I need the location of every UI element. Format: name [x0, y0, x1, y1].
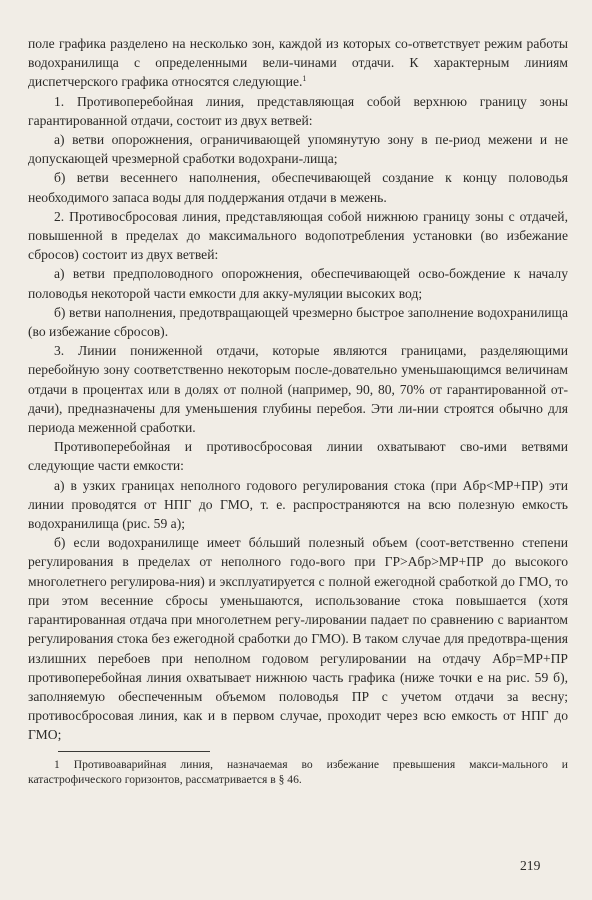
paragraph-item-1b: б) ветви весеннего наполнения, обеспечивающей создание к концу половодья необходимого запаса воды для поддержания отдачи в межень.: [28, 170, 568, 205]
paragraph-item-2b: б) ветви наполнения, предотвращающей чрезмерно быстрое заполнение водохранилища (во избежание сбросов).: [28, 304, 568, 340]
paragraph-case-b: б) если водохранилище имеет бóльший полезный объем (соот-ветственно степени регулирования в пределах от неполного годо-вого при ГP>Aбр>MP+ПP до высокого многолетнего регулирова-ния) и эксплуатируется с полной ежегодной сработкой до ГМО, то при этом весенние сбросы уменьшаются, использование стока повышается (хотя гарантированная отдача при многолетнем регу-лировании падает по сравнению с вариантом регулирования стока без ежегодной сработки до ГМО). В таком случае для предотвра-щения излишних перебоев при неполном годовом регулировании на отдачу Aбр=MP+ПP противоперебойная линия охватывает нижнюю часть графика (ниже точки е на рис. 59 б), заполняемую обеспеченным объемом половодья ПP с учетом отдачи за весну; противосбросовая линия, как и в первом случае, проходит через всю емкость от НПГ до ГМО;: [28, 535, 568, 743]
paragraph-lines-coverage: Противоперебойная и противосбросовая линии охватывают сво-ими ветвями следующие части емкости:: [28, 439, 568, 474]
paragraph-item-1: 1. Противоперебойная линия, представляющая собой верхнюю границу зоны гарантированной отдачи, состоит из двух ветвей:: [28, 93, 568, 128]
page-number: 219: [520, 858, 541, 873]
paragraph-item-2: 2. Противосбросовая линия, представляющая собой нижнюю границу зоны с отдачей, повышенной в пределах до максимального водопотребления установки (во избежание сбросов) состоит из двух ветвей:: [28, 208, 568, 263]
footnote-ref: 1: [302, 74, 307, 84]
paragraph-text: поле графика разделено на несколько зон, каждой из которых со-ответствует режим работы водохранилища с определенными вели-чинами отдачи. К характерным линиям диспетчерского графика относятся следующие.: [28, 36, 568, 90]
paragraph-intro: [28, 34, 568, 92]
paragraph-item-2a: а) ветви предполоводного опорожнения, обеспечивающей осво-бождение к началу половодья некоторой части емкости для акку-муляции высоких вод;: [28, 266, 568, 301]
paragraph-case-a: а) в узких границах неполного годового регулирования стока (при Aбр<MP+ПP) эти линии проводятся от НПГ до ГМО, т. е. распространяются на всю полезную емкость водохранилища (рис. 59 а);: [28, 477, 568, 532]
footnote: 1 Противоаварийная линия, назначаемая во избежание превышения макси-мального и катастрофического горизонтов, рассматривается в § 46.: [28, 757, 568, 786]
paragraph-item-3: 3. Линии пониженной отдачи, которые являются границами, разделяющими перебойную зону соответственно некоторым после-довательно уменьшающимся величинам отдачи в процентах или в долях от полной (например, 90, 80, 70% от гарантированной от-дачи), предназначены для уменьшения глубины перебоя. Эти ли-нии строятся обычно для периода меженной сработки.: [28, 343, 568, 436]
footnote-divider: [58, 751, 210, 752]
paragraph-item-1a: а) ветви опорожнения, ограничивающей упомянутую зону в пе-риод межени и не допускающей чрезмерной сработки водохрани-лища;: [28, 132, 568, 167]
page-body: [28, 34, 568, 787]
